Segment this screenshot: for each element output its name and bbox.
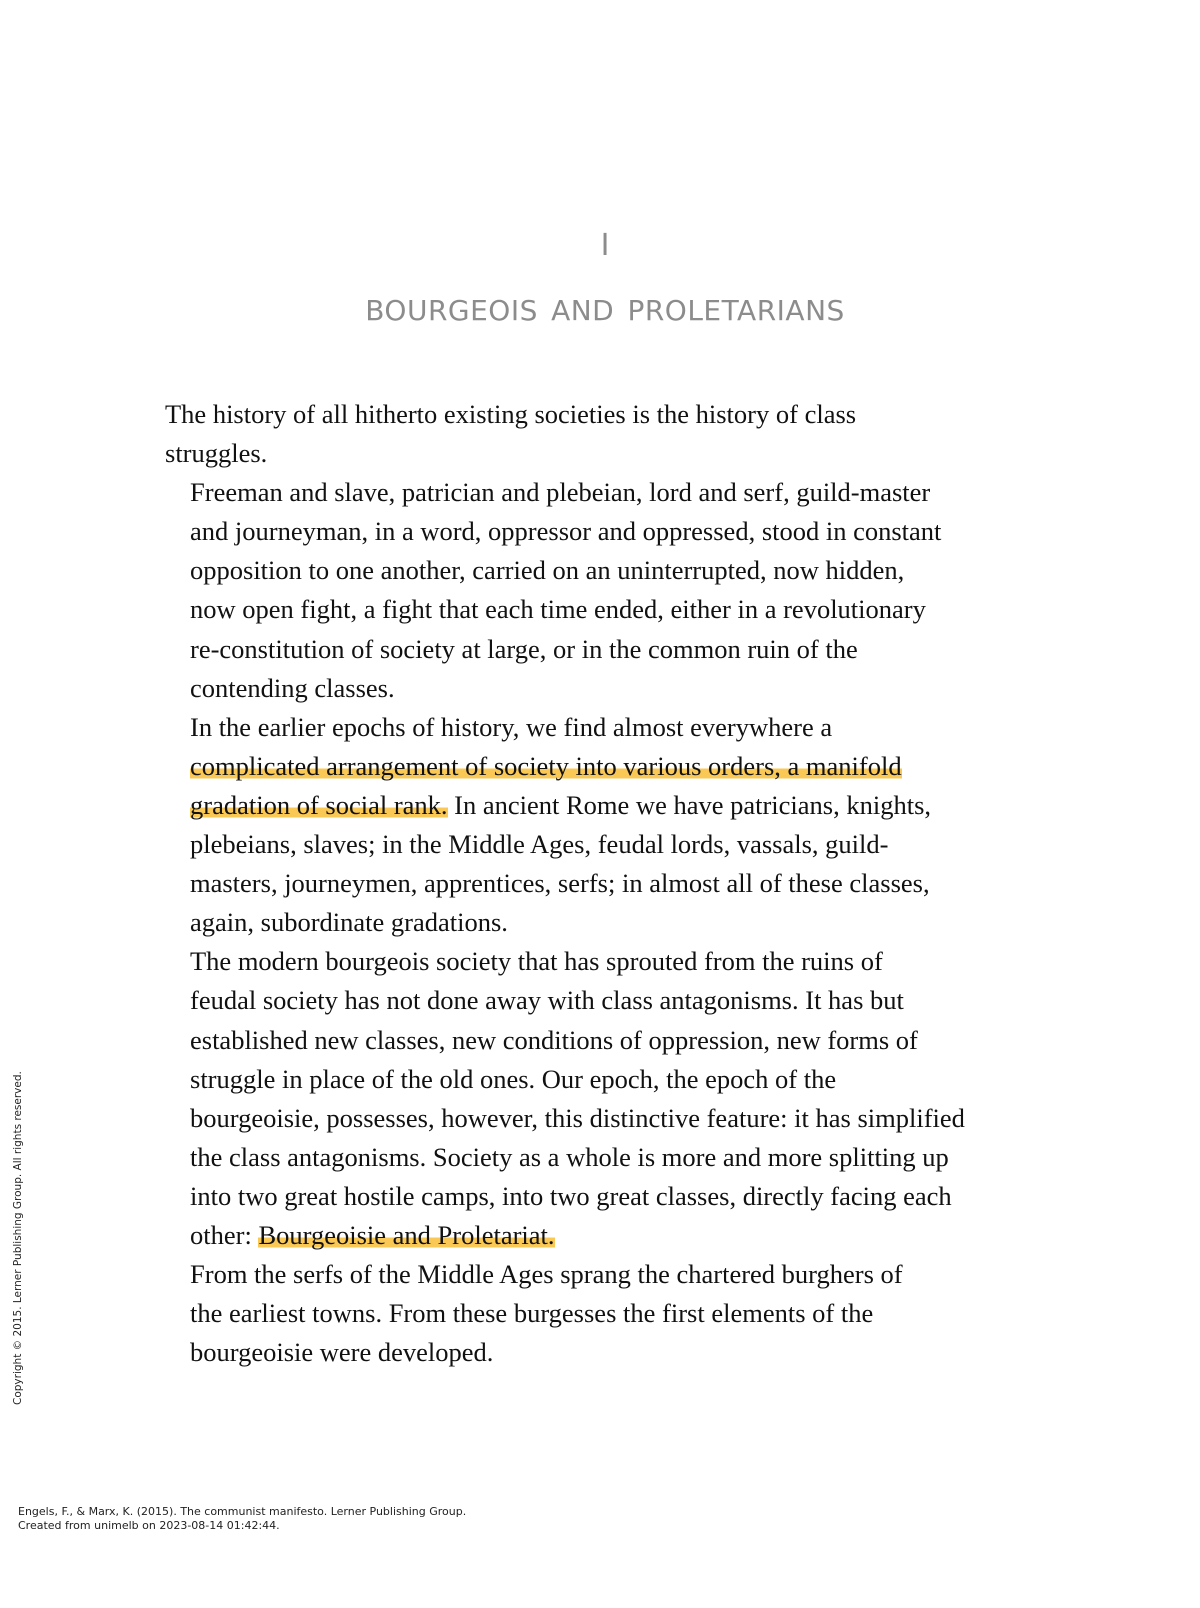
text-line: struggles. bbox=[165, 438, 268, 469]
text-line: now open fight, a fight that each time ended, either in a revolutionary bbox=[190, 594, 926, 625]
text-line: The modern bourgeois society that has sprouted from the ruins of bbox=[190, 946, 883, 977]
citation-footer bbox=[18, 1505, 466, 1533]
text-line: opposition to one another, carried on an uninterrupted, now hidden, bbox=[190, 555, 905, 586]
text-line: contending classes. bbox=[190, 672, 395, 703]
text-segment: other: bbox=[190, 1219, 259, 1250]
text-line bbox=[165, 747, 1045, 786]
text-line: re-constitution of society at large, or in the common ruin of the bbox=[190, 633, 858, 664]
text-line: bourgeoisie, possesses, however, this distinctive feature: it has simplified bbox=[190, 1102, 965, 1133]
text-line: The history of all hitherto existing societies is the history of class bbox=[165, 399, 857, 429]
paragraph-1 bbox=[165, 395, 1045, 473]
text-line: bourgeoisie were developed. bbox=[190, 1337, 494, 1368]
paragraph-2 bbox=[165, 473, 1045, 708]
text-line: established new classes, new conditions of oppression, new forms of bbox=[190, 1024, 918, 1055]
text-line bbox=[165, 1216, 1045, 1255]
highlighted-text[interactable]: complicated arrangement of society into various orders, a manifold bbox=[190, 750, 902, 781]
text-line: into two great hostile camps, into two great classes, directly facing each bbox=[190, 1180, 952, 1211]
paragraph-3 bbox=[165, 708, 1045, 943]
text-line: again, subordinate gradations. bbox=[190, 907, 508, 938]
text-line: In the earlier epochs of history, we find almost everywhere a bbox=[190, 711, 833, 742]
citation-line: Engels, F., & Marx, K. (2015). The communist manifesto. Lerner Publishing Group. bbox=[18, 1505, 467, 1518]
chapter-body bbox=[165, 395, 1045, 1372]
highlighted-text[interactable]: Bourgeoisie and Proletariat. bbox=[258, 1219, 555, 1250]
text-line: masters, journeymen, apprentices, serfs; in almost all of these classes, bbox=[190, 868, 930, 899]
text-line: Freeman and slave, patrician and plebeian, lord and serf, guild-master bbox=[190, 477, 931, 508]
text-line: From the serfs of the Middle Ages sprang the chartered burghers of bbox=[190, 1259, 903, 1290]
chapter-number: I bbox=[600, 228, 610, 263]
chapter-title: bourgeois and proletarians bbox=[365, 284, 845, 330]
text-line: the class antagonisms. Society as a whole is more and more splitting up bbox=[190, 1141, 949, 1172]
text-line bbox=[165, 786, 1045, 825]
paragraph-4 bbox=[165, 942, 1045, 1255]
text-line: feudal society has not done away with class antagonisms. It has but bbox=[190, 985, 904, 1016]
highlighted-text[interactable]: gradation of social rank. bbox=[190, 789, 448, 820]
text-line: plebeians, slaves; in the Middle Ages, feudal lords, vassals, guild- bbox=[190, 829, 889, 860]
text-line: struggle in place of the old ones. Our epoch, the epoch of the bbox=[190, 1063, 837, 1094]
text-line: the earliest towns. From these burgesses the first elements of the bbox=[190, 1298, 874, 1329]
text-segment: In ancient Rome we have patricians, knights, bbox=[447, 789, 932, 820]
copyright-notice: Copyright © 2015. Lerner Publishing Group. All rights reserved. bbox=[12, 1071, 24, 1405]
citation-line: Created from unimelb on 2023-08-14 01:42:44. bbox=[18, 1519, 280, 1532]
text-line: and journeyman, in a word, oppressor and oppressed, stood in constant bbox=[190, 516, 942, 547]
paragraph-5 bbox=[165, 1255, 1045, 1372]
